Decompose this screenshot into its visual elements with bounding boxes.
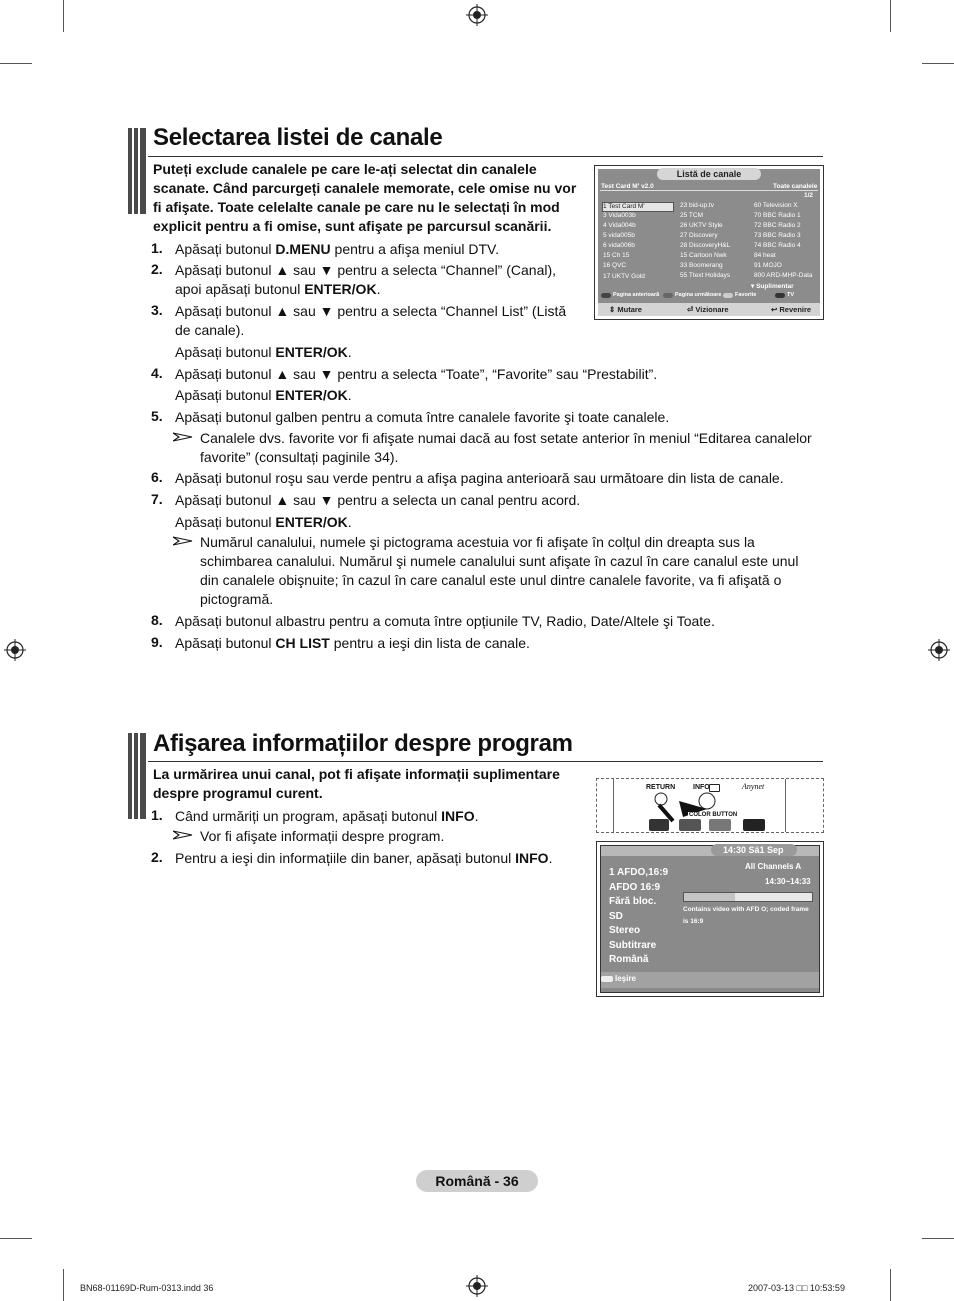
nav-return[interactable] (771, 305, 811, 314)
crop-mark (63, 0, 64, 32)
banner-channels: All Channels A (745, 862, 802, 871)
step-text: Apăsați butonul CH LIST pentru a ieşi din lista de canale. (175, 635, 530, 651)
banner-slot: 14:30~14:33 (765, 877, 811, 886)
section-rule (148, 761, 823, 762)
channel-item-selected[interactable]: 1 Test Card M' (602, 202, 674, 212)
nav-label: Mutare (617, 305, 642, 314)
section-bar (128, 733, 146, 819)
remote-buttons-icon (649, 791, 789, 831)
step-text: Apăsați butonul ▲ sau ▼ pentru a selecta “Channel List” (Listă (175, 303, 567, 319)
banner-desc: Contains video with AFD O; coded frame (683, 906, 809, 913)
registration-mark-icon (466, 1275, 488, 1297)
remote-edge (613, 779, 614, 832)
move-icon: ⇕ (609, 305, 616, 314)
channel-item[interactable]: 33 Boomerang (680, 262, 723, 269)
step-text: Apăsați butonul ▲ sau ▼ pentru a selecta “Toate”, “Favorite” sau “Prestabilit”. (175, 366, 658, 382)
channel-item[interactable]: 27 Discovery (680, 232, 718, 239)
anynet-logo-icon: Anynet (742, 782, 765, 791)
enter-icon: ⏎ (687, 305, 694, 314)
crop-mark (890, 0, 891, 32)
nav-label: Revenire (779, 305, 812, 314)
nav-label: Vizionare (695, 305, 729, 314)
green-button-icon (663, 293, 673, 298)
step-number: 7. (151, 491, 163, 507)
step-number: 2. (151, 849, 163, 865)
legend-label: TV (787, 292, 795, 298)
exit-button-icon (601, 976, 613, 982)
channel-item[interactable]: 28 DiscoveryH&L (680, 242, 731, 249)
step-text: Pentru a ieşi din informațiile din baner, apăsați butonul INFO. (175, 850, 553, 866)
channel-item[interactable]: 25 TCM (680, 212, 703, 219)
legend-label: Pagina următoare (675, 292, 722, 298)
channel-item[interactable]: 3 Vida003b (603, 212, 636, 219)
info-label: INFO (693, 784, 710, 791)
channel-item[interactable]: 26 UKTV Style (680, 222, 723, 229)
section-title: Afişarea informațiilor despre program (153, 730, 573, 757)
channel-item[interactable]: 72 BBC Radio 2 (754, 222, 801, 229)
remote-control-image (596, 778, 824, 833)
registration-mark-icon (4, 639, 26, 661)
yellow-button-icon (723, 293, 733, 298)
channel-item[interactable]: 15 Ch 15 (603, 252, 630, 259)
note-text: Numărul canalului, numele şi pictograma acestuia vor fi afişate în colțul din dreapta sus la (200, 534, 755, 550)
step-text: Apăsați butonul ENTER/OK. (175, 514, 352, 530)
return-label: RETURN (646, 784, 676, 791)
step-number: 8. (151, 612, 163, 628)
note-arrow-icon (173, 536, 193, 546)
step-number: 4. (151, 365, 163, 381)
channel-item[interactable]: 74 BBC Radio 4 (754, 242, 801, 249)
note-text: Vor fi afişate informații despre program. (200, 828, 445, 844)
banner-line: Fără bloc. (609, 896, 657, 907)
step-text: Când urmăriți un program, apăsați butonul INFO. (175, 808, 479, 824)
channel-item[interactable]: 91 MOJO (754, 262, 782, 269)
step-text: de canale). (175, 322, 245, 338)
divider (600, 190, 818, 191)
step-number: 2. (151, 261, 163, 277)
info-banner-screen (596, 841, 824, 997)
channel-item[interactable]: 60 Television X (754, 202, 798, 209)
red-button-icon (601, 293, 611, 298)
step-text: Apăsați butonul ENTER/OK. (175, 387, 352, 403)
crop-mark (63, 1269, 64, 1301)
channel-item[interactable]: 23 bid-up.tv (680, 202, 714, 209)
channel-item[interactable]: 4 Vida004b (603, 222, 636, 229)
progress-bar (683, 892, 813, 902)
color-button-label: COLOR BUTTON (689, 812, 738, 818)
nav-watch[interactable] (687, 305, 729, 314)
section-rule (148, 156, 823, 157)
registration-mark-icon (466, 4, 488, 26)
step-text: Apăsați butonul ▲ sau ▼ pentru a selecta un canal pentru acord. (175, 492, 581, 508)
note-arrow-icon (173, 432, 193, 442)
channel-item[interactable]: 800 ARD-MHP-Data (754, 272, 813, 279)
nav-move[interactable] (609, 305, 642, 314)
page-indicator: 1/2 (804, 192, 814, 199)
note-text: Canalele dvs. favorite vor fi afişate numai dacă au fost setate anterior în meniul “Editarea canalelor (200, 430, 812, 446)
channel-item[interactable]: 5 vida005b (603, 232, 635, 239)
channel-item[interactable]: 17 UKTV Gold (603, 273, 645, 280)
crop-mark (0, 63, 32, 64)
step-number: 6. (151, 469, 163, 485)
current-channel: Test Card M' v2.0 (601, 183, 654, 190)
legend-label: Pagina anterioară (613, 292, 660, 298)
banner-line: Stereo (609, 925, 641, 936)
progress-fill (684, 893, 735, 901)
footer-date: 2007-03-13 □□ 10:53:59 (748, 1283, 845, 1293)
footer-file: BN68-01169D-Rum-0313.indd 36 (80, 1283, 214, 1293)
channel-item[interactable]: 84 heat (754, 252, 776, 259)
more-indicator (751, 282, 794, 290)
blue-button-icon (775, 293, 785, 298)
step-text: Apăsați butonul ENTER/OK. (175, 344, 352, 360)
crop-mark (922, 63, 954, 64)
note-text: favorite” (consultați paginile 34). (200, 449, 399, 465)
channel-item[interactable]: 16 QVC (603, 262, 627, 269)
channel-item[interactable]: 73 BBC Radio 3 (754, 232, 801, 239)
channel-list-title: Listă de canale (657, 168, 761, 180)
channel-item[interactable]: 15 Cartoon Nwk (680, 252, 727, 259)
step-text: Apăsați butonul roşu sau verde pentru a afişa pagina anterioară sau următoare din lista de canale. (175, 470, 784, 486)
step-text: Apăsați butonul galben pentru a comuta între canalele favorite şi toate canalele. (175, 409, 670, 425)
note-text: schimbarea canalului. Numărul şi numele canalului sunt afişate în cazul în care canalul este unul (200, 553, 799, 569)
exit-label[interactable]: Ieşire (615, 974, 636, 983)
banner-line: SD (609, 911, 623, 922)
note-text: din canalele obişnuite; în cazul în care canalul este unul dintre canalele favorite, va fi afişată o (200, 572, 782, 588)
banner-desc: is 16:9 (683, 918, 704, 925)
step-text: apoi apăsați butonul ENTER/OK. (175, 281, 381, 297)
channel-list-screen (594, 165, 824, 320)
step-number: 3. (151, 302, 163, 318)
step-number: 1. (151, 240, 163, 256)
registration-mark-icon (928, 639, 950, 661)
banner-time: 14:30 Sâ1 Sep (723, 845, 784, 855)
step-text: Apăsați butonul ▲ sau ▼ pentru a selecta “Channel” (Canal), (175, 262, 557, 278)
banner-line: AFDO 16:9 (609, 882, 661, 893)
note-arrow-icon (173, 830, 193, 840)
legend-label: Favorite (735, 292, 757, 298)
crop-mark (0, 1238, 32, 1239)
section-intro: La urmărirea unui canal, pot fi afişate informații suplimentare despre programul curent. (153, 766, 560, 801)
banner-line: 1 AFDO,16:9 (609, 867, 669, 878)
return-icon: ↩ (771, 305, 778, 314)
banner-line: Subtitrare (609, 940, 657, 951)
step-text: Apăsați butonul albastru pentru a comuta între opțiunile TV, Radio, Date/Altele şi Toate. (175, 613, 715, 629)
step-number: 9. (151, 634, 163, 650)
channel-item[interactable]: 55 Ttext Holidays (680, 272, 731, 279)
more-label: Suplimentar (756, 283, 794, 290)
channel-item[interactable]: 6 vida006b (603, 242, 635, 249)
crop-mark (922, 1238, 954, 1239)
section-title: Selectarea listei de canale (153, 124, 443, 151)
banner-line: Română (609, 954, 649, 965)
step-number: 5. (151, 408, 163, 424)
crop-mark (890, 1269, 891, 1301)
section-bar (128, 128, 146, 214)
down-arrow-icon: ▾ (751, 283, 755, 290)
step-text: Apăsați butonul D.MENU pentru a afişa meniul DTV. (175, 241, 499, 257)
page-number: Română - 36 (416, 1170, 538, 1192)
channel-item[interactable]: 70 BBC Radio 1 (754, 212, 801, 219)
filter-label: Toate canalele (773, 183, 818, 190)
step-number: 1. (151, 807, 163, 823)
note-text: pictogramă. (200, 591, 274, 607)
section-intro: Puteți exclude canalele pe care le-ați selectat din canalele scanate. Când parcurgeți canalele memorate, cele omise nu vor fi afişate. Toate celelalte canale pe care nu le selectați în mod explicit pentru a fi omise, sunt afişate pe parcursul scanării. (153, 161, 577, 234)
